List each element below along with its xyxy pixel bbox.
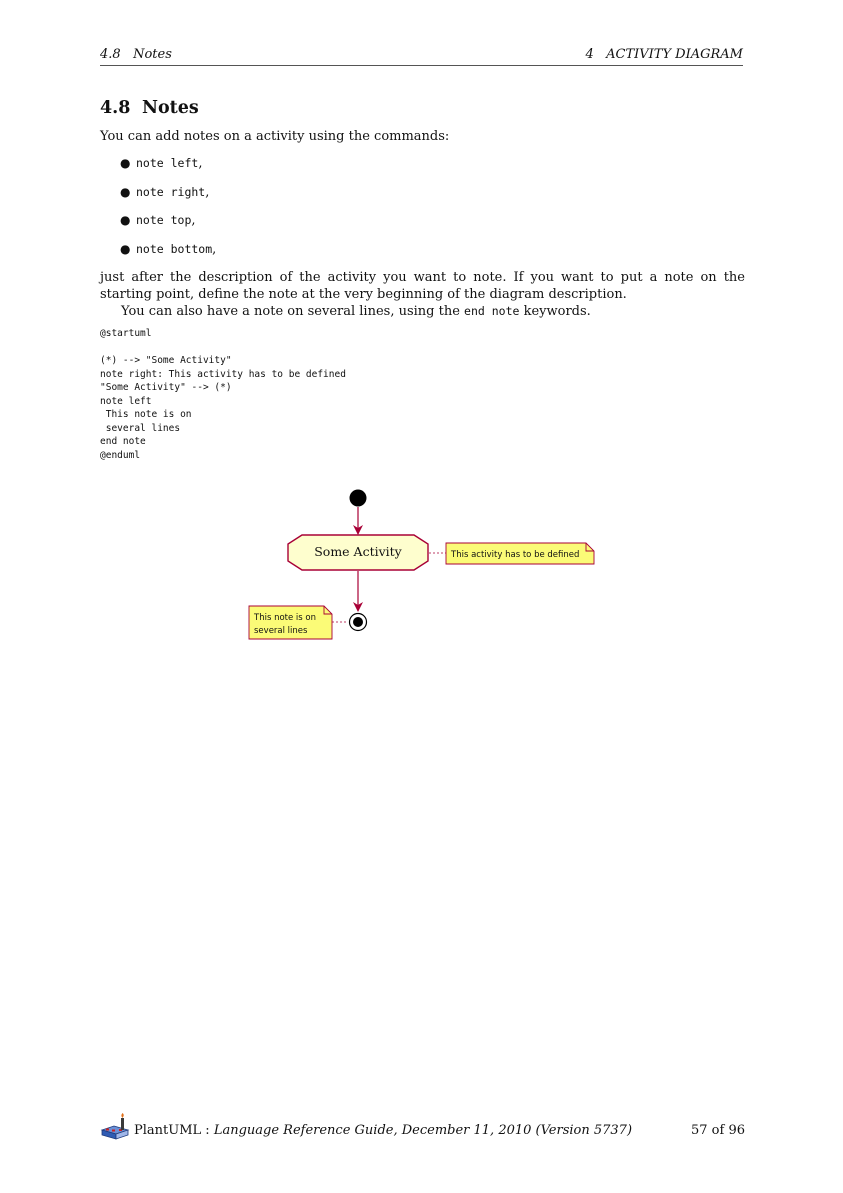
code-line: note right: This activity has to be defined [100,368,346,380]
section-number: 4.8 [100,98,131,118]
list-item [120,213,216,242]
footer-separator: : [201,1123,214,1138]
section-title: Notes [142,98,199,118]
note-right-text: This activity has to be defined [451,550,580,560]
list-item [120,242,216,271]
header-chapter: 4 ACTIVITY DIAGRAM [585,47,743,62]
command-punct: , [212,241,217,257]
code-listing [100,327,346,462]
footer-title [134,1123,632,1138]
page-footer [100,1120,745,1142]
code-line: (*) --> "Some Activity" [100,355,232,366]
command-punct: , [198,156,203,171]
list-item [120,156,216,185]
paragraph-multiline-note [121,303,746,320]
header-section: 4.8 Notes [100,47,172,62]
code-line: "Some Activity" --> (*) [100,382,232,393]
paragraph-note-placement: just after the description of the activity you want to note. If you want to put a note on the starting point, define the note at the very beginning of the diagram description. [100,270,745,302]
start-node [350,490,367,507]
page-number: 57 of 96 [691,1123,745,1138]
note-left-text-line: This note is on [254,613,317,623]
code-line: @startuml [100,328,152,339]
footer-subtitle: Language Reference Guide, December 11, 2010 (Version 5737) [213,1123,633,1138]
code-line: several lines [100,422,181,434]
bullet-icon: ● [120,241,131,256]
code-line: end note [100,436,146,447]
intro-text: You can add notes on a activity using the commands: [100,129,450,144]
code-line: This note is on [100,409,192,420]
code-line: @enduml [100,449,141,461]
bullet-icon: ● [120,156,131,170]
footer-brand: PlantUML [134,1123,202,1138]
bullet-icon: ● [120,184,131,199]
end-node-inner [353,617,363,627]
paragraph-text-before: You can also have a note on several lines, using the [121,304,465,319]
command-punct: , [191,213,196,228]
activity-label: Some Activity [314,544,402,559]
plantuml-logo-icon [100,1112,130,1140]
bullet-icon: ● [120,213,131,227]
command-code: note right [136,184,206,199]
note-left-text-line: several lines [254,626,308,636]
paragraph-text-after: keywords. [519,304,591,319]
command-punct: , [205,184,210,200]
code-line: note left [100,395,152,407]
list-item [120,185,216,214]
command-code: note left [136,156,199,170]
command-code: note bottom [136,241,213,256]
inline-code: end note [464,304,520,318]
running-header [100,45,743,66]
activity-diagram [240,480,610,650]
command-code: note top [136,213,192,227]
section-heading [100,98,199,118]
command-list [120,156,216,270]
